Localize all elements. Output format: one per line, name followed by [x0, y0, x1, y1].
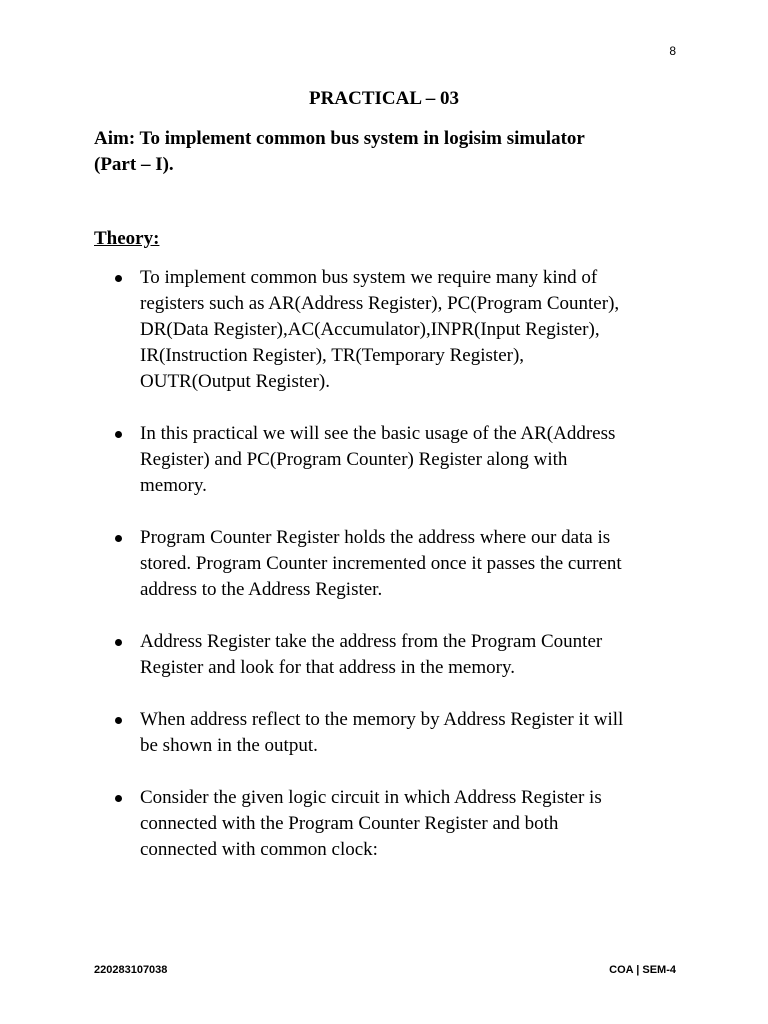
- bullet-dot-icon: [115, 717, 122, 724]
- theory-bullet-item: [94, 629, 684, 681]
- bullet-text-line: registers such as AR(Address Register), PC(Program Counter),: [140, 293, 620, 314]
- aim-statement: [94, 126, 684, 178]
- bullet-text-line: Consider the given logic circuit in which Address Register is: [140, 787, 602, 808]
- bullet-text-line: DR(Data Register),AC(Accumulator),INPR(Input Register),: [140, 319, 600, 340]
- theory-bullet-item: [94, 421, 684, 499]
- theory-bullet-item: [94, 785, 684, 863]
- theory-heading: Theory:: [94, 228, 160, 249]
- footer-course-label: COA | SEM-4: [609, 964, 676, 976]
- aim-line: Aim: To implement common bus system in logisim simulator: [94, 128, 585, 149]
- bullet-dot-icon: [115, 431, 122, 438]
- bullet-dot-icon: [115, 795, 122, 802]
- bullet-dot-icon: [115, 535, 122, 542]
- theory-bullet-item: [94, 707, 684, 759]
- bullet-text-line: be shown in the output.: [140, 735, 318, 756]
- bullet-text-line: connected with common clock:: [140, 839, 378, 860]
- bullet-dot-icon: [115, 639, 122, 646]
- bullet-text-line: memory.: [140, 475, 207, 496]
- theory-bullet-item: [94, 525, 684, 603]
- theory-bullet-item: [94, 265, 684, 395]
- bullet-text-line: Address Register take the address from the Program Counter: [140, 631, 603, 652]
- theory-bullet-list: [94, 265, 684, 889]
- bullet-text-line: When address reflect to the memory by Address Register it will: [140, 709, 624, 730]
- bullet-text-line: Program Counter Register holds the address where our data is: [140, 527, 611, 548]
- bullet-text-line: Register and look for that address in the memory.: [140, 657, 515, 678]
- bullet-text-line: stored. Program Counter incremented once it passes the current: [140, 553, 622, 574]
- bullet-text-line: Register) and PC(Program Counter) Register along with: [140, 449, 568, 470]
- page-footer: [94, 964, 676, 976]
- page-title: PRACTICAL – 03: [309, 88, 459, 109]
- bullet-text-line: OUTR(Output Register).: [140, 371, 330, 392]
- bullet-text-line: To implement common bus system we require many kind of: [140, 267, 598, 288]
- footer-enrollment-number: 220283107038: [94, 964, 168, 976]
- page-number: 8: [669, 44, 676, 58]
- bullet-text-line: IR(Instruction Register), TR(Temporary Register),: [140, 345, 525, 366]
- bullet-text-line: In this practical we will see the basic usage of the AR(Address: [140, 423, 616, 444]
- bullet-text-line: connected with the Program Counter Register and both: [140, 813, 559, 834]
- bullet-text-line: address to the Address Register.: [140, 579, 383, 600]
- aim-line: (Part – I).: [94, 154, 174, 175]
- bullet-dot-icon: [115, 275, 122, 282]
